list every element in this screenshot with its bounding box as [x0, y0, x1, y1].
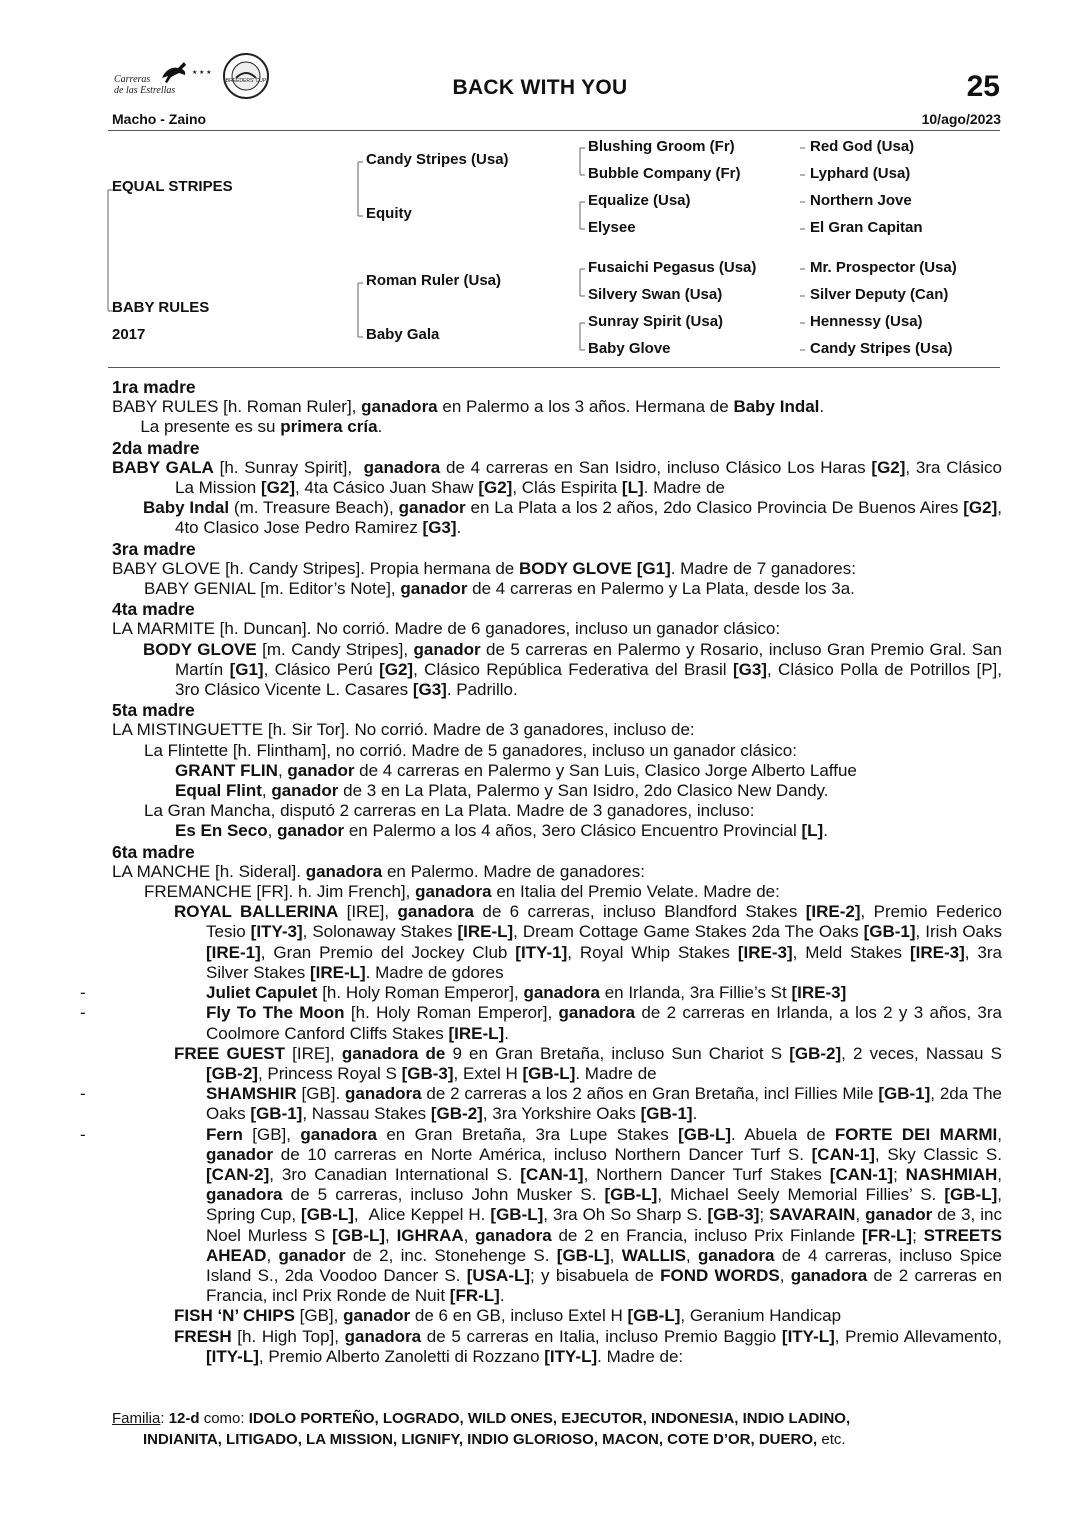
paragraph: BABY RULES [h. Roman Ruler], ganadora en Palermo a los 3 años. Hermana de Baby Indal. La presente es su primera cría.	[112, 397, 825, 437]
paragraph: Es En Seco, ganador en Palermo a los 4 años, 3ero Clásico Encuentro Provincial [L].	[175, 821, 828, 841]
section-heading: 6ta madre	[112, 841, 195, 862]
paragraph: Baby Indal (m. Treasure Beach), ganador en La Plata a los 2 años, 2do Clasico Provincia De Buenos Aires [G2], 4to Clasico Jose Pedro Ramirez [G3].	[143, 498, 1002, 538]
paragraph: - Fly To The Moon [h. Holy Roman Emperor], ganadora de 2 carreras en Irlanda, a los 2 y 3 años, 3ra Coolmore Canford Cliffs Stakes [IRE-L].	[80, 1003, 1002, 1043]
paragraph: LA MISTINGUETTE [h. Sir Tor]. No corrió. Madre de 3 ganadores, incluso de:	[112, 720, 695, 740]
ped-g4: Silver Deputy (Can)	[810, 286, 949, 303]
dam-dam: Baby Gala	[366, 326, 440, 343]
ped-g3: Elysee	[588, 219, 636, 236]
paragraph: LA MARMITE [h. Duncan]. No corrió. Madre de 6 ganadores, incluso un ganador clásico:	[112, 619, 781, 639]
divider	[108, 367, 1000, 368]
paragraph: BODY GLOVE [m. Candy Stripes], ganador de 5 carreras en Palermo y Rosario, incluso Gran Premio Gral. San Martín [G1], Clásico Perú [G2], Clásico República Federativa del Brasil [G3], Clásico Polla de Potrillos [P], 3ro Clásico Vicente L. Casares [G3]. Padrillo.	[143, 639, 1003, 700]
paragraph: LA MANCHE [h. Sideral]. ganadora en Palermo. Madre de ganadores:	[112, 861, 645, 881]
ped-g3: Blushing Groom (Fr)	[588, 138, 735, 155]
svg-text:★ ★ ★: ★ ★ ★	[192, 70, 212, 76]
ped-g4: Red God (Usa)	[810, 138, 915, 155]
ped-g4: El Gran Capitan	[810, 219, 923, 236]
sire-dam: Equity	[366, 205, 412, 222]
paragraph: ROYAL BALLERINA [IRE], ganadora de 6 carreras, incluso Blandford Stakes [IRE-2], Premio Federico Tesio [ITY-3], Solonaway Stakes [IRE-L], Dream Cottage Game Stakes 2da The Oaks [GB-1], Irish Oaks [IRE-1], Gran Premio del Jockey Club [ITY-1], Royal Whip Stakes [IRE-3], Meld Stakes [IRE-3], 3ra Silver Stakes [IRE-L]. Madre de gdores	[174, 902, 1003, 982]
paragraph: BABY GLOVE [h. Candy Stripes]. Propia hermana de BODY GLOVE [G1]. Madre de 7 ganadores:	[112, 558, 856, 578]
horse-name-title: BACK WITH YOU	[452, 76, 628, 99]
paragraph: Equal Flint, ganador de 3 en La Plata, Palermo y San Isidro, 2do Clasico New Dandy.	[175, 781, 829, 801]
paragraph: FRESH [h. High Top], ganadora de 5 carreras en Italia, incluso Premio Baggio [ITY-L], Premio Allevamento, [ITY-L], Premio Alberto Zanoletti di Rozzano [ITY-L]. Madre de:	[174, 1326, 1002, 1366]
familia-label: Familia	[112, 1410, 161, 1427]
ped-g4: Lyphard (Usa)	[810, 165, 911, 182]
logo-text: Carreras de las Estrellas	[114, 74, 176, 96]
paragraph: La Flintette [h. Flintham], no corrió. Madre de 5 ganadores, incluso un ganador clásico:	[144, 740, 797, 760]
paragraph: FREMANCHE [FR]. h. Jim French], ganadora en Italia del Premio Velate. Madre de:	[144, 882, 780, 902]
familia: Familia: 12-d como: IDOLO PORTEÑO, LOGRADO, WILD ONES, EJECUTOR, INDONESIA, INDIO LADINO, INDIANITA, LITIGADO, LA MISSION, LIGNIFY, INDIO GLORIOSO, MACON, COTE D’OR, DUERO, etc.	[112, 1410, 851, 1448]
section-heading: 1ra madre	[112, 377, 196, 397]
page-number: 25	[966, 70, 1000, 103]
section-heading: 2da madre	[112, 437, 200, 458]
paragraph: BABY GALA [h. Sunray Spirit], ganadora de 4 carreras en San Isidro, incluso Clásico Los Haras [G2], 3ra Clásico La Mission [G2], 4ta Cásico Juan Shaw [G2], Clás Espirita [L]. Madre de	[112, 457, 1003, 498]
paragraph: FISH ‘N’ CHIPS [GB], ganador de 6 en GB, incluso Extel H [GB-L], Geranium Handicap	[174, 1306, 842, 1326]
paragraph: - Juliet Capulet [h. Holy Roman Emperor], ganadora en Irlanda, 3ra Fillie’s St [IRE-3]	[80, 983, 847, 1003]
dam: BABY RULES	[112, 299, 210, 316]
ped-g3: Equalize (Usa)	[588, 192, 691, 209]
ped-g3: Fusaichi Pegasus (Usa)	[588, 259, 757, 276]
ped-g3: Silvery Swan (Usa)	[588, 286, 723, 303]
female-line-text	[80, 377, 1003, 1367]
dam-sire: Roman Ruler (Usa)	[366, 272, 502, 289]
ped-g3: Bubble Company (Fr)	[588, 165, 741, 182]
paragraph: - Fern [GB], ganadora en Gran Bretaña, 3ra Lupe Stakes [GB-L]. Abuela de FORTE DEI MARMI, ganador de 10 carreras en Norte América, incluso Northern Dancer Turf S. [CAN-1], Sky Classic S. [CAN-2], 3ro Canadian International S. [CAN-1], Northern Dancer Turf Stakes [CAN-1]; NASHMIAH, ganadora de 5 carreras, incluso John Musker S. [GB-L], Michael Seely Memorial Fillies’ S. [GB-L], Spring Cup, [GB-L], Alice Keppel H. [GB-L], 3ra Oh So Sharp S. [GB-3]; SAVARAIN, ganador de 3, inc Noel Murless S [GB-L], IGHRAA, ganadora de 2 en Francia, incluso Prix Finlande [FR-L]; STREETS AHEAD, ganador de 2, inc. Stonehenge S. [GB-L], WALLIS, ganadora de 4 carreras, incluso Spice Island S., 2da Voodoo Dancer S. [USA-L]; y bisabuela de FOND WORDS, ganadora de 2 carreras en Francia, incl Prix Ronde de Nuit [FR-L].	[80, 1124, 1003, 1306]
paragraph: La Gran Mancha, disputó 2 carreras en La Plata. Madre de 3 ganadores, incluso:	[144, 801, 755, 821]
familia-number: 12-d	[168, 1410, 200, 1427]
familia-line1: IDOLO PORTEÑO, LOGRADO, WILD ONES, EJECUTOR, INDONESIA, INDIO LADINO,	[248, 1410, 851, 1427]
sire-sire: Candy Stripes (Usa)	[366, 151, 509, 168]
section-heading: 3ra madre	[112, 538, 196, 559]
ped-g4: Mr. Prospector (Usa)	[810, 259, 957, 276]
section-heading: 4ta madre	[112, 599, 195, 620]
date: 10/ago/2023	[921, 111, 1001, 127]
ped-g3: Baby Glove	[588, 340, 671, 357]
ped-g4: Candy Stripes (Usa)	[810, 340, 953, 357]
familia-line2: INDIANITA, LITIGADO, LA MISSION, LIGNIFY, INDIO GLORIOSO, MACON, COTE D’OR, DUERO,	[143, 1431, 818, 1448]
svg-text:BREEDERS' CUP: BREEDERS' CUP	[225, 78, 267, 84]
paragraph: GRANT FLIN, ganador de 4 carreras en Palermo y San Luis, Clasico Jorge Alberto Laffue	[175, 760, 857, 780]
dam-year: 2017	[112, 326, 146, 343]
paragraph: FREE GUEST [IRE], ganadora de 9 en Gran Bretaña, incluso Sun Chariot S [GB-2], 2 veces, Nassau S [GB-2], Princess Royal S [GB-3], Extel H [GB-L]. Madre de	[174, 1043, 1002, 1083]
ped-g4: Hennessy (Usa)	[810, 313, 923, 330]
section-heading: 5ta madre	[112, 700, 195, 721]
paragraph: BABY GENIAL [m. Editor’s Note], ganador de 4 carreras en Palermo y La Plata, desde los 3a.	[144, 579, 855, 599]
sex-color: Macho - Zaino	[112, 111, 207, 127]
ped-g3: Sunray Spirit (Usa)	[588, 313, 724, 330]
ped-g4: Northern Jove	[810, 192, 912, 209]
paragraph: - SHAMSHIR [GB]. ganadora de 2 carreras a los 2 años en Gran Bretaña, incl Fillies Mile [GB-1], 2da The Oaks [GB-1], Nassau Stakes [GB-2], 3ra Yorkshire Oaks [GB-1].	[80, 1084, 1002, 1124]
sire: EQUAL STRIPES	[112, 178, 233, 195]
